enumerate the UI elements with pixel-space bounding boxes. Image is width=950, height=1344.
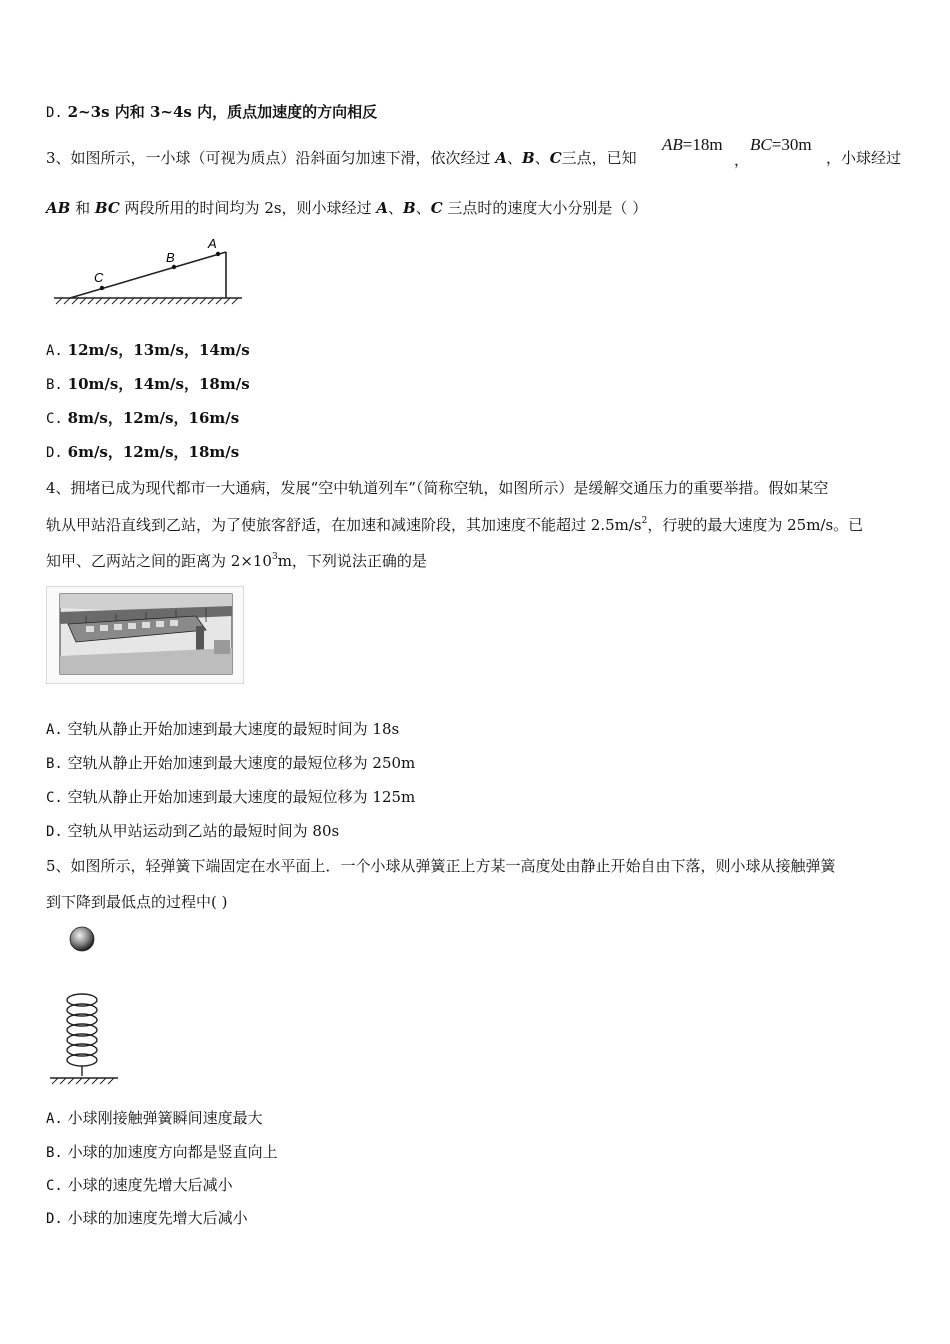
- option-text: 8m/s，12m/s，16m/s: [67, 409, 240, 427]
- option-text: 小球的加速度方向都是竖直向上: [67, 1143, 278, 1161]
- option-label: C.: [46, 411, 63, 427]
- point-c-dot: [100, 286, 104, 290]
- separator: 、: [534, 149, 550, 167]
- q2-option-d: [46, 102, 377, 123]
- label-c: C: [94, 270, 104, 285]
- stem-text: 三点时的速度大小分别是（ ）: [442, 199, 648, 217]
- stem-text: m，下列说法正确的是: [277, 552, 427, 570]
- bc-value: =30m: [771, 135, 812, 154]
- bc-symbol: BC: [750, 135, 772, 154]
- spring-coils: [67, 994, 97, 1076]
- ground-hatching: [56, 298, 238, 304]
- stem-text: 和: [70, 199, 95, 217]
- ab-equation: [662, 135, 723, 155]
- q4-option-d: [46, 821, 339, 842]
- q5-stem-line-2: 到下降到最低点的过程中( ): [46, 893, 228, 911]
- option-text: 空轨从静止开始加速到最大速度的最短位移为 125m: [67, 788, 416, 806]
- separator: 、: [415, 199, 431, 217]
- point-b: B: [522, 149, 535, 167]
- q3-stem-line-1: [46, 148, 637, 168]
- stem-text: 如图所示，一小球（可视为质点）沿斜面匀加速下滑，依次经过: [70, 149, 491, 167]
- building: [214, 640, 230, 654]
- segment-ab: AB: [46, 199, 71, 217]
- q3-option-a: [46, 340, 250, 361]
- q5-option-b: [46, 1142, 278, 1163]
- q3-option-b: [46, 374, 250, 395]
- option-text: 小球的速度先增大后减小: [67, 1176, 233, 1194]
- option-label: B.: [46, 756, 63, 772]
- q3-stem-line-2: [46, 198, 647, 218]
- option-label: D.: [46, 824, 63, 840]
- option-text: 12m/s，13m/s，14m/s: [67, 341, 250, 359]
- stem-text: 三点，已知: [561, 149, 637, 167]
- q4-option-c: [46, 787, 415, 808]
- q3-option-c: [46, 408, 239, 429]
- stem-text: 两段所用的时间均为 2s，则小球经过: [119, 199, 377, 217]
- option-label: A.: [46, 343, 63, 359]
- q5-option-c: [46, 1175, 233, 1196]
- option-label: C.: [46, 790, 63, 806]
- separator: 、: [387, 199, 403, 217]
- monorail-photo: [46, 586, 244, 684]
- incline-figure: [46, 232, 246, 307]
- question-number: 3、: [46, 149, 71, 167]
- option-text: 空轨从静止开始加速到最大速度的最短位移为 250m: [67, 754, 416, 772]
- option-label: B.: [46, 377, 63, 393]
- option-label: D.: [46, 445, 63, 461]
- option-text: 小球刚接触弹簧瞬间速度最大: [67, 1109, 263, 1127]
- option-text: 空轨从静止开始加速到最大速度的最短时间为 18s: [67, 720, 400, 738]
- stem-text: 拥堵已成为现代都市一大通病，发展“空中轨道列车”（简称空轨，如图所示）是缓解交通压力的重要举措。假如某空: [70, 479, 829, 497]
- stem-text: 知甲、乙两站之间的距离为 2×10: [46, 552, 272, 570]
- bc-equation: [750, 135, 812, 155]
- option-label: C.: [46, 1178, 63, 1194]
- option-text: 空轨从甲站运动到乙站的最短时间为 80s: [67, 822, 340, 840]
- point-a: A: [495, 149, 507, 167]
- separator: 、: [506, 149, 522, 167]
- ball-spring-figure: [46, 924, 126, 1092]
- ball: [70, 927, 94, 951]
- option-text: 2~3s 内和 3~4s 内，质点加速度的方向相反: [67, 103, 378, 121]
- stem-text: 轨从甲站沿直线到乙站，为了使旅客舒适，在加速和减速阶段，其加速度不能超过 2.5m/s: [46, 516, 642, 534]
- point-a-dot: [216, 252, 220, 256]
- option-label: D.: [46, 105, 63, 121]
- stem-text: ，行驶的最大速度为 25m/s。已: [647, 516, 864, 534]
- question-number: 4、: [46, 479, 71, 497]
- q4-stem-line-1: [46, 478, 828, 498]
- point-b: B: [403, 199, 416, 217]
- q5-option-a: [46, 1108, 263, 1129]
- q4-option-a: [46, 719, 399, 740]
- label-b: B: [166, 250, 175, 265]
- option-text: 10m/s，14m/s，18m/s: [67, 375, 250, 393]
- segment-bc: BC: [94, 199, 120, 217]
- superscript: 2: [641, 516, 648, 526]
- option-text: 小球的加速度先增大后减小: [67, 1209, 248, 1227]
- q4-stem-line-3: [46, 551, 427, 571]
- point-c: C: [430, 199, 443, 217]
- q4-option-b: [46, 753, 415, 774]
- option-label: A.: [46, 722, 63, 738]
- option-label: A.: [46, 1111, 63, 1127]
- question-number: 5、: [46, 857, 71, 875]
- q5-option-d: [46, 1208, 248, 1229]
- option-label: B.: [46, 1145, 63, 1161]
- option-text: 6m/s，12m/s，18m/s: [67, 443, 240, 461]
- point-b-dot: [172, 265, 176, 269]
- point-a: A: [376, 199, 388, 217]
- ab-value: =18m: [682, 135, 723, 154]
- equation-comma: ，: [734, 151, 750, 169]
- superscript: 3: [271, 552, 278, 562]
- q4-stem-line-2: [46, 515, 863, 535]
- option-label: D.: [46, 1211, 63, 1227]
- label-a: A: [208, 236, 217, 251]
- stem-text: 如图所示，轻弹簧下端固定在水平面上．一个小球从弹簧正上方某一高度处由静止开始自由下落，则小球从接触弹簧: [70, 857, 836, 875]
- ground-hatching: [52, 1078, 114, 1084]
- ab-symbol: AB: [662, 135, 683, 154]
- q3-stem-tail: ，小球经过: [826, 149, 902, 167]
- q5-stem-line-1: [46, 856, 836, 876]
- point-c: C: [549, 149, 562, 167]
- q3-option-d: [46, 442, 239, 463]
